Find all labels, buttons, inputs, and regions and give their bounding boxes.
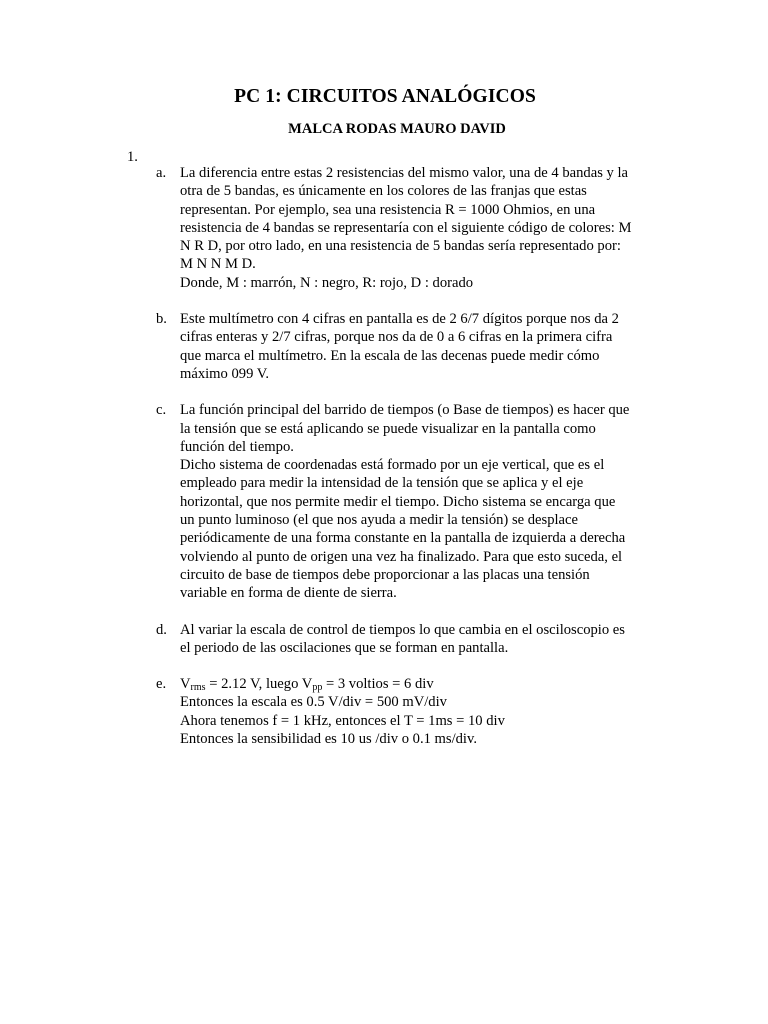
author-name: MALCA RODAS MAURO DAVID — [288, 121, 506, 137]
formula-text: = 2.12 V, luego V — [205, 676, 313, 693]
text-line: La diferencia entre estas 2 resistencias del mismo valor, una de 4 bandas y la — [180, 165, 629, 181]
answer-item-b — [0, 310, 768, 383]
formula-line — [180, 675, 670, 693]
text-line: circuito de base de tiempos debe proporcionar a las placas una tensión — [180, 566, 590, 583]
text-line: resistencia de 4 bandas se representaría con el siguiente código de colores: M — [180, 219, 632, 236]
text-line: Al variar la escala de control de tiempos lo que cambia en el osciloscopio es — [180, 621, 625, 638]
text-line: máximo 099 V. — [180, 365, 270, 382]
text-line: cifras enteras y 2/7 cifras, porque nos da de 0 a 6 cifras en la primera cifra — [180, 329, 613, 346]
answer-list — [0, 164, 768, 766]
item-letter: a. — [156, 165, 167, 181]
text-line: variable en forma de diente de sierra. — [180, 585, 397, 602]
answer-item-a — [0, 164, 768, 292]
text-line: horizontal, que nos permite medir el tiempo. Dicho sistema se encarga que — [180, 493, 616, 510]
text-line: periódicamente de una forma constante en la pantalla de izquierda a derecha — [180, 530, 626, 547]
text-line: volviendo al punto de origen una vez ha finalizado. Para que esto suceda, el — [180, 548, 623, 565]
text-line: que marca el multímetro. En la escala de las decenas puede medir cómo — [180, 347, 600, 364]
text-line: Donde, M : marrón, N : negro, R: rojo, D : dorado — [180, 274, 474, 291]
text-line: el periodo de las oscilaciones que se forman en pantalla. — [180, 639, 509, 656]
formula-symbol: V — [180, 676, 191, 693]
text-line: empleado para medir la intensidad de la tensión que se aplica y el eje — [180, 475, 584, 492]
item-letter: d. — [156, 621, 167, 638]
item-letter: b. — [156, 311, 167, 328]
item-text — [180, 401, 670, 602]
text-line: N R D, por otro lado, en una resistencia de 5 bandas sería representado por: — [180, 238, 621, 255]
item-letter: c. — [156, 402, 167, 419]
answer-item-d — [0, 621, 768, 658]
text-line: la tensión que se está aplicando se puede visualizar en la pantalla como — [180, 420, 596, 437]
answer-item-c — [0, 401, 768, 602]
text-line: Entonces la sensibilidad es 10 us /div o 0.1 ms/div. — [180, 731, 477, 748]
text-line: M N N M D. — [180, 256, 256, 273]
item-text — [180, 164, 670, 292]
item-text — [180, 310, 670, 383]
item-text — [180, 675, 670, 748]
text-line: Dicho sistema de coordenadas está formado por un eje vertical, que es el — [180, 457, 605, 474]
formula-subscript: pp — [312, 682, 323, 694]
text-line: función del tiempo. — [180, 438, 294, 455]
item-letter: e. — [156, 676, 167, 693]
text-line: un punto luminoso (el que nos ayuda a medir la tensión) se desplace — [180, 512, 578, 529]
formula-subscript: rms — [190, 682, 206, 694]
item-text — [180, 621, 670, 658]
document-title: PC 1: CIRCUITOS ANALÓGICOS — [234, 86, 536, 107]
answer-item-e — [0, 675, 768, 748]
text-line: La función principal del barrido de tiempos (o Base de tiempos) es hacer que — [180, 402, 630, 419]
text-line: otra de 5 bandas, es únicamente en los colores de las franjas que estas — [180, 183, 587, 200]
formula-text: = 3 voltios = 6 div — [322, 676, 434, 693]
text-line: representan. Por ejemplo, sea una resistencia R = 1000 Ohmios, en una — [180, 201, 596, 218]
text-line: Entonces la escala es 0.5 V/div = 500 mV/div — [180, 694, 447, 711]
question-number: 1. — [127, 149, 138, 165]
text-line: Ahora tenemos f = 1 kHz, entonces el T = 1ms = 10 div — [180, 712, 505, 729]
text-line: Este multímetro con 4 cifras en pantalla es de 2 6/7 dígitos porque nos da 2 — [180, 311, 619, 328]
